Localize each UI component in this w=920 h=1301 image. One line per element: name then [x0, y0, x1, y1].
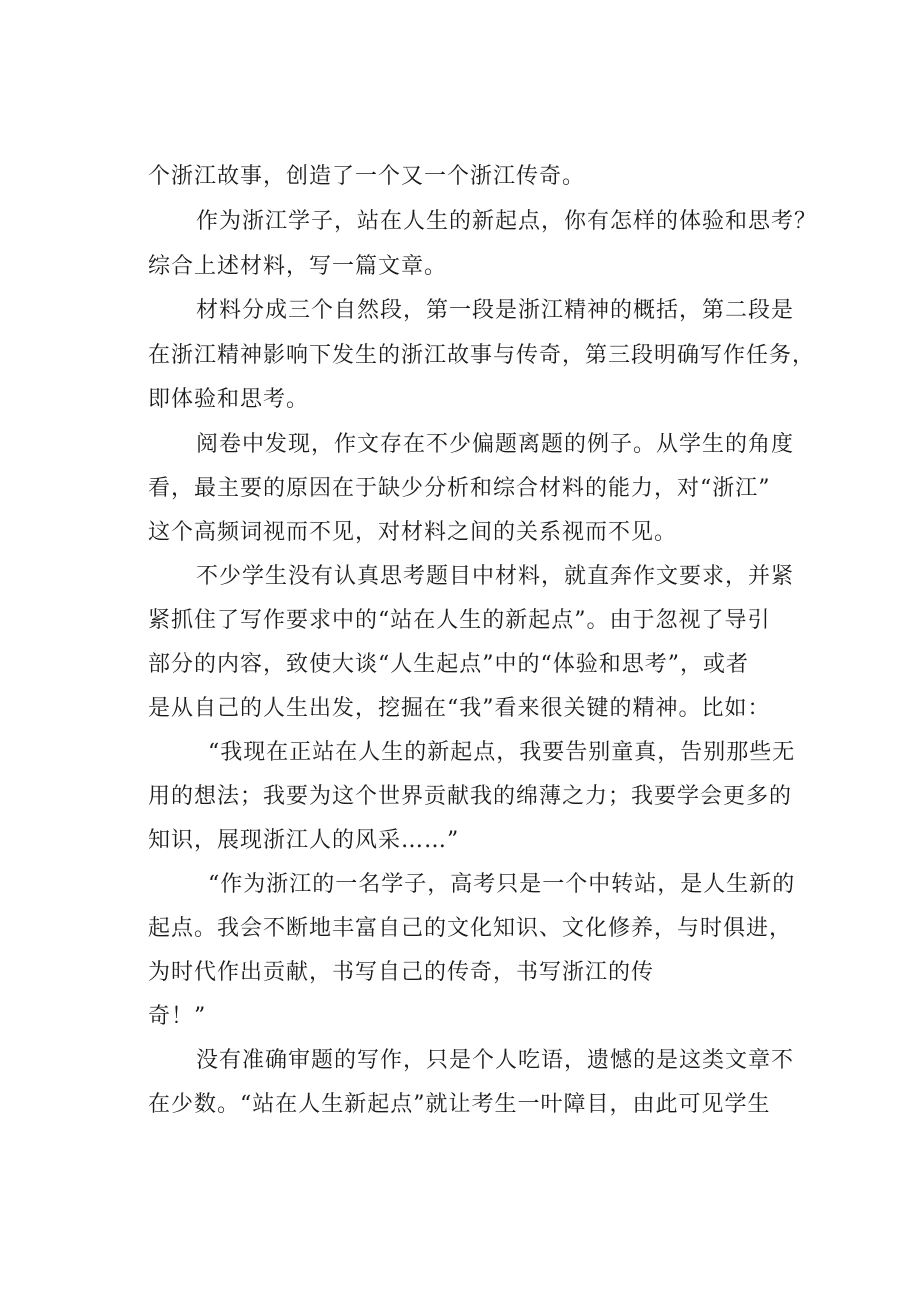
text-line: 在浙江精神影响下发生的浙江故事与传奇，第三段明确写作任务，: [148, 343, 816, 368]
text-line: 这个高频词视而不见，对材料之间的关系视而不见。: [148, 520, 678, 545]
text-line: 材料分成三个自然段，第一段是浙江精神的概括，第二段是: [196, 298, 795, 323]
quote-line: 起点。我会不断地丰富自己的文化知识、文化修养，与时俱进，: [148, 916, 793, 941]
text-line: 是从自己的人生出发，挖掘在“我”看来很关键的精神。比如：: [148, 696, 771, 721]
quote-line: 用的想法；我要为这个世界贡献我的绵薄之力；我要学会更多的: [148, 784, 793, 809]
quote-line: 知识，展现浙江人的风采……”: [148, 828, 460, 853]
quote-line: “作为浙江的一名学子，高考只是一个中转站，是人生新的: [208, 872, 796, 897]
text-line: 部分的内容，致使大谈“人生起点”中的“体验和思考”，或者: [148, 652, 749, 677]
quote-line: 为时代作出贡献，书写自己的传奇，书写浙江的传: [148, 960, 655, 985]
text-line: 作为浙江学子，站在人生的新起点，你有怎样的体验和思考？: [196, 209, 818, 234]
quote-line: “我现在正站在人生的新起点，我要告别童真，告别那些无: [208, 740, 796, 765]
quote-line: 奇！”: [148, 1004, 207, 1029]
text-line: 看，最主要的原因在于缺少分析和综合材料的能力，对“浙江”: [148, 476, 771, 501]
text-line: 阅卷中发现，作文存在不少偏题离题的例子。从学生的角度: [196, 432, 795, 457]
text-line: 不少学生没有认真思考题目中材料，就直奔作文要求，并紧: [196, 564, 795, 589]
text-line: 紧抓住了写作要求中的“站在人生的新起点”。由于忽视了导引: [148, 608, 771, 633]
text-line: 在少数。“站在人生新起点”就让考生一叶障目，由此可见学生: [148, 1092, 771, 1117]
text-line: 综合上述材料，写一篇文章。: [148, 254, 448, 279]
text-line: 没有准确审题的写作，只是个人吃语，遗憾的是这类文章不: [196, 1048, 795, 1073]
text-line: 个浙江故事，创造了一个又一个浙江传奇。: [148, 164, 586, 189]
text-line: 即体验和思考。: [148, 387, 310, 412]
